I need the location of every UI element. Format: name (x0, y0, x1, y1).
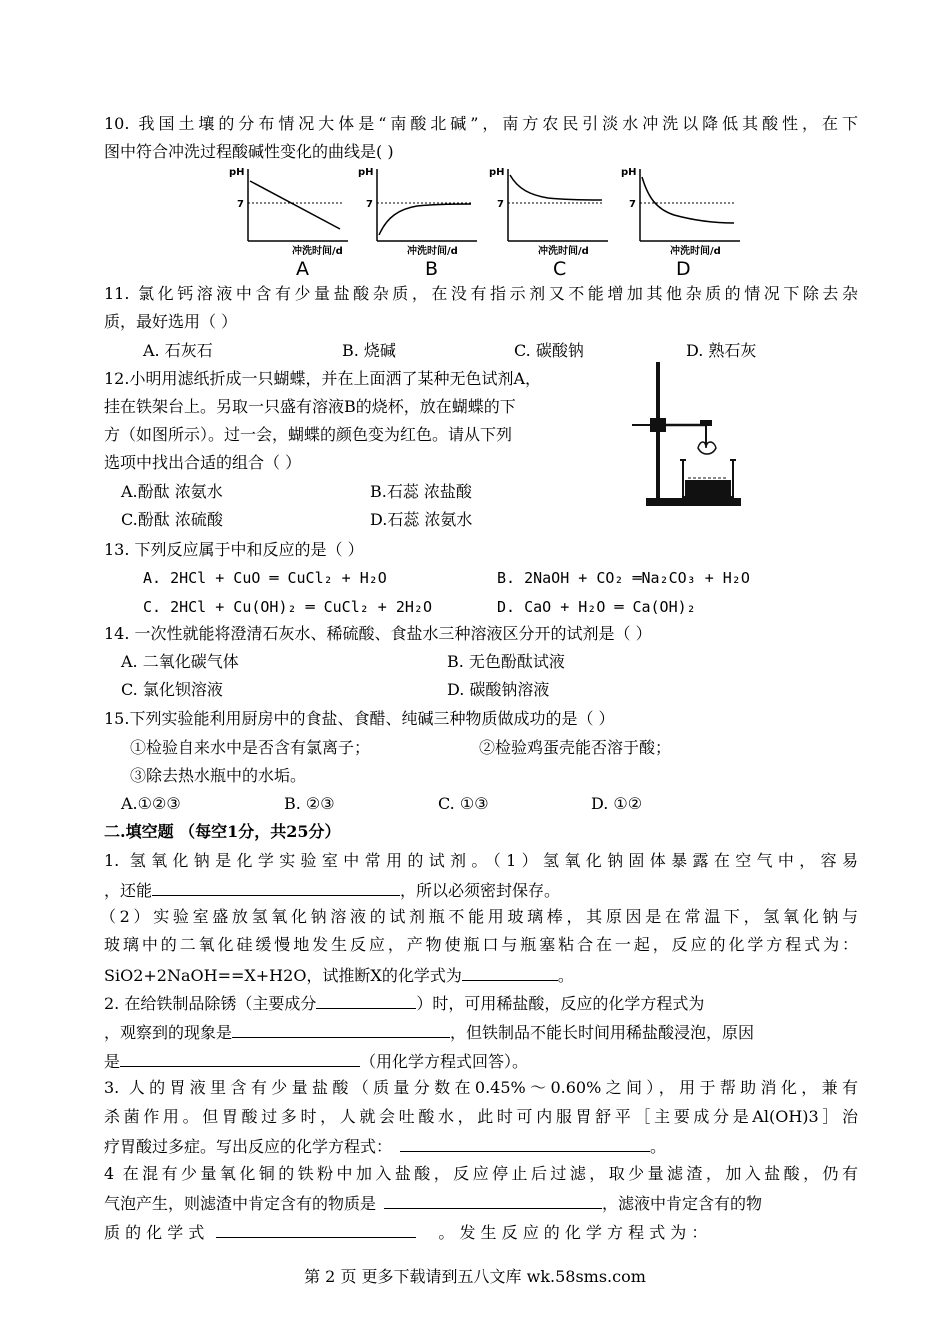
f2-line3b: （用化学方程式回答）。 (360, 1052, 529, 1071)
q15-option-b: B. ②③ (284, 794, 335, 813)
f1-line5a: SiO2+2NaOH==X+H2O，试推断X的化学式为 (104, 966, 462, 985)
graph-d (620, 163, 742, 255)
q13-option-d: D. CaO + H₂O ═ Ca(OH)₂ (497, 598, 696, 616)
f3-line2: 杀菌作用。但胃酸过多时，人就会吐酸水，此时可内服胃舒平［主要成分是Al(OH)3］治 (104, 1107, 858, 1126)
q13-option-a: A. 2HCl + CuO ═ CuCl₂ + H₂O (143, 569, 387, 587)
f4-line2 (104, 1192, 762, 1214)
q12-line1: 12.小明用滤纸折成一只蝴蝶，并在上面洒了某种无色试剂A， (104, 369, 542, 388)
q11-option-b: B. 烧碱 (342, 341, 396, 360)
graph-a-seven: 7 (237, 199, 244, 210)
f2-blank-2[interactable] (232, 1021, 450, 1038)
f2-line1b: ）时，可用稀盐酸，反应的化学方程式为 (416, 994, 705, 1013)
f1-line5 (104, 964, 574, 986)
f1-line2 (104, 879, 560, 901)
q15-stem: 15.下列实验能利用厨房中的食盐、食醋、纯碱三种物质做成功的是（ ） (104, 709, 615, 728)
f3-line3a: 疗胃酸过多症。写出反应的化学方程式： (104, 1137, 393, 1156)
f2-blank-1[interactable] (316, 992, 416, 1009)
section2-title: 二.填空题 （每空1分，共25分） (104, 822, 341, 841)
q10-line1: 10. 我国土壤的分布情况大体是“南酸北碱”，南方农民引淡水冲洗以降低其酸性，在下 (104, 114, 858, 133)
f2-line3 (104, 1050, 528, 1072)
graph-b-ylabel: pH (358, 167, 374, 178)
q15-option-c: C. ①③ (438, 794, 489, 813)
q11-option-c: C. 碳酸钠 (514, 341, 584, 360)
f4-blank-1[interactable] (384, 1192, 602, 1209)
q12-option-c: C.酚酞 浓硫酸 (121, 510, 223, 529)
f4-line3a: 质 的 化 学 式 (104, 1223, 205, 1242)
graph-d-curve (642, 177, 734, 223)
f2-line1a: 2. 在给铁制品除锈（主要成分 (104, 994, 317, 1013)
graph-b-curve (379, 204, 471, 235)
f1-blank-1[interactable] (152, 879, 400, 896)
graph-d-seven: 7 (629, 199, 636, 210)
f1-line3: （2）实验室盛放氢氧化钠溶液的试剂瓶不能用玻璃棒，其原因是在常温下，氢氧化钠与 (100, 907, 858, 926)
graph-a-ylabel: pH (229, 167, 245, 178)
f3-line1: 3. 人的胃液里含有少量盐酸（质量分数在0.45%～0.60%之间），用于帮助消化，兼有 (104, 1078, 858, 1097)
f1-blank-2[interactable] (462, 964, 558, 981)
f2-line2b: ，但铁制品不能长时间用稀盐酸浸泡，原因 (450, 1023, 755, 1042)
iron-stand-figure (628, 360, 743, 512)
f4-line2a: 气泡产生，则滤渣中肯定含有的物质是 (104, 1194, 377, 1213)
graph-d-label: D (676, 258, 691, 280)
f4-line1: 4 在混有少量氧化铜的铁粉中加入盐酸，反应停止后过滤，取少量滤渣，加入盐酸，仍有 (104, 1164, 858, 1183)
f1-line1: 1. 氢氧化钠是化学实验室中常用的试剂。（1）氢氧化钠固体暴露在空气中，容易 (104, 851, 858, 870)
q14-option-b: B. 无色酚酞试液 (447, 652, 565, 671)
q14-option-a: A. 二氧化碳气体 (121, 652, 239, 671)
f4-blank-2[interactable] (216, 1221, 416, 1238)
q15-option-a: A.①②③ (121, 794, 181, 813)
q15-item3: ③除去热水瓶中的水垢。 (130, 766, 307, 785)
graph-a-xlabel: 冲洗时间/d (292, 246, 343, 255)
q12-option-d: D.石蕊 浓氨水 (370, 510, 473, 529)
f4-line2b: ，滤液中肯定含有的物 (602, 1194, 763, 1213)
q14-stem: 14. 一次性就能将澄清石灰水、稀硫酸、食盐水三种溶液区分开的试剂是（ ） (104, 624, 652, 643)
f2-line1 (104, 992, 704, 1014)
graph-c-xlabel: 冲洗时间/d (538, 246, 589, 255)
q15-option-d: D. ①② (591, 794, 643, 813)
graph-c (488, 163, 610, 255)
f2-line3a: 是 (104, 1052, 121, 1071)
f3-blank-1[interactable] (400, 1135, 650, 1152)
graph-a-label: A (296, 258, 309, 280)
f1-line2a: ，还能 (104, 881, 153, 900)
f1-line2b: ，所以必须密封保存。 (400, 881, 561, 900)
q10-line2: 图中符合冲洗过程酸碱性变化的曲线是( ) (104, 142, 394, 161)
graph-c-seven: 7 (497, 199, 504, 210)
graph-d-ylabel: pH (621, 167, 637, 178)
f2-line2a: ，观察到的现象是 (104, 1023, 233, 1042)
graph-d-xlabel: 冲洗时间/d (670, 246, 721, 255)
graph-b-label: B (425, 258, 439, 280)
q12-line3: 方（如图所示）。过一会，蝴蝶的颜色变为红色。请从下列 (104, 425, 513, 444)
f2-line2 (104, 1021, 754, 1043)
f1-line5b: 。 (557, 966, 574, 985)
graph-c-label: C (553, 258, 567, 280)
graph-a (228, 163, 350, 255)
q14-option-d: D. 碳酸钠溶液 (447, 680, 550, 699)
graph-b (357, 163, 479, 255)
graph-b-xlabel: 冲洗时间/d (407, 246, 458, 255)
q14-option-c: C. 氯化钡溶液 (121, 680, 223, 699)
q15-item1: ①检验自来水中是否含有氯离子； (130, 738, 371, 757)
f4-line3 (104, 1221, 858, 1243)
graph-c-curve (510, 175, 602, 200)
q13-stem: 13. 下列反应属于中和反应的是（ ） (104, 540, 364, 559)
q11-option-a: A. 石灰石 (143, 341, 213, 360)
q13-option-c: C. 2HCl + Cu(OH)₂ ═ CuCl₂ + 2H₂O (143, 598, 432, 616)
q12-line4: 选项中找出合适的组合（ ） (104, 453, 302, 472)
f1-line4: 玻璃中的二氧化硅缓慢地发生反应，产物使瓶口与瓶塞粘合在一起，反应的化学方程式为： (104, 935, 858, 954)
q12-option-b: B.石蕊 浓盐酸 (370, 482, 472, 501)
q11-option-d: D. 熟石灰 (686, 341, 757, 360)
q13-option-b: B. 2NaOH + CO₂ ═Na₂CO₃ + H₂O (497, 569, 750, 587)
q12-line2: 挂在铁架台上。另取一只盛有溶液B的烧杯，放在蝴蝶的下 (104, 397, 516, 416)
q15-item2: ②检验鸡蛋壳能否溶于酸； (479, 738, 672, 757)
page-footer: 第 2 页 更多下载请到五八文库 wk.58sms.com (304, 1267, 646, 1286)
f3-line3 (104, 1135, 666, 1157)
q11-line1: 11. 氯化钙溶液中含有少量盐酸杂质，在没有指示剂又不能增加其他杂质的情况下除去杂 (104, 284, 858, 303)
f4-line3b: 。 发 生 反 应 的 化 学 方 程 式 为 ： (438, 1223, 708, 1242)
q12-option-a: A.酚酞 浓氨水 (121, 482, 223, 501)
f3-line3b: 。 (650, 1137, 667, 1156)
graph-c-ylabel: pH (489, 167, 505, 178)
f2-blank-3[interactable] (120, 1050, 360, 1067)
q11-line2: 质，最好选用（ ） (104, 312, 238, 331)
graph-a-curve (250, 181, 340, 229)
graph-b-seven: 7 (366, 199, 373, 210)
